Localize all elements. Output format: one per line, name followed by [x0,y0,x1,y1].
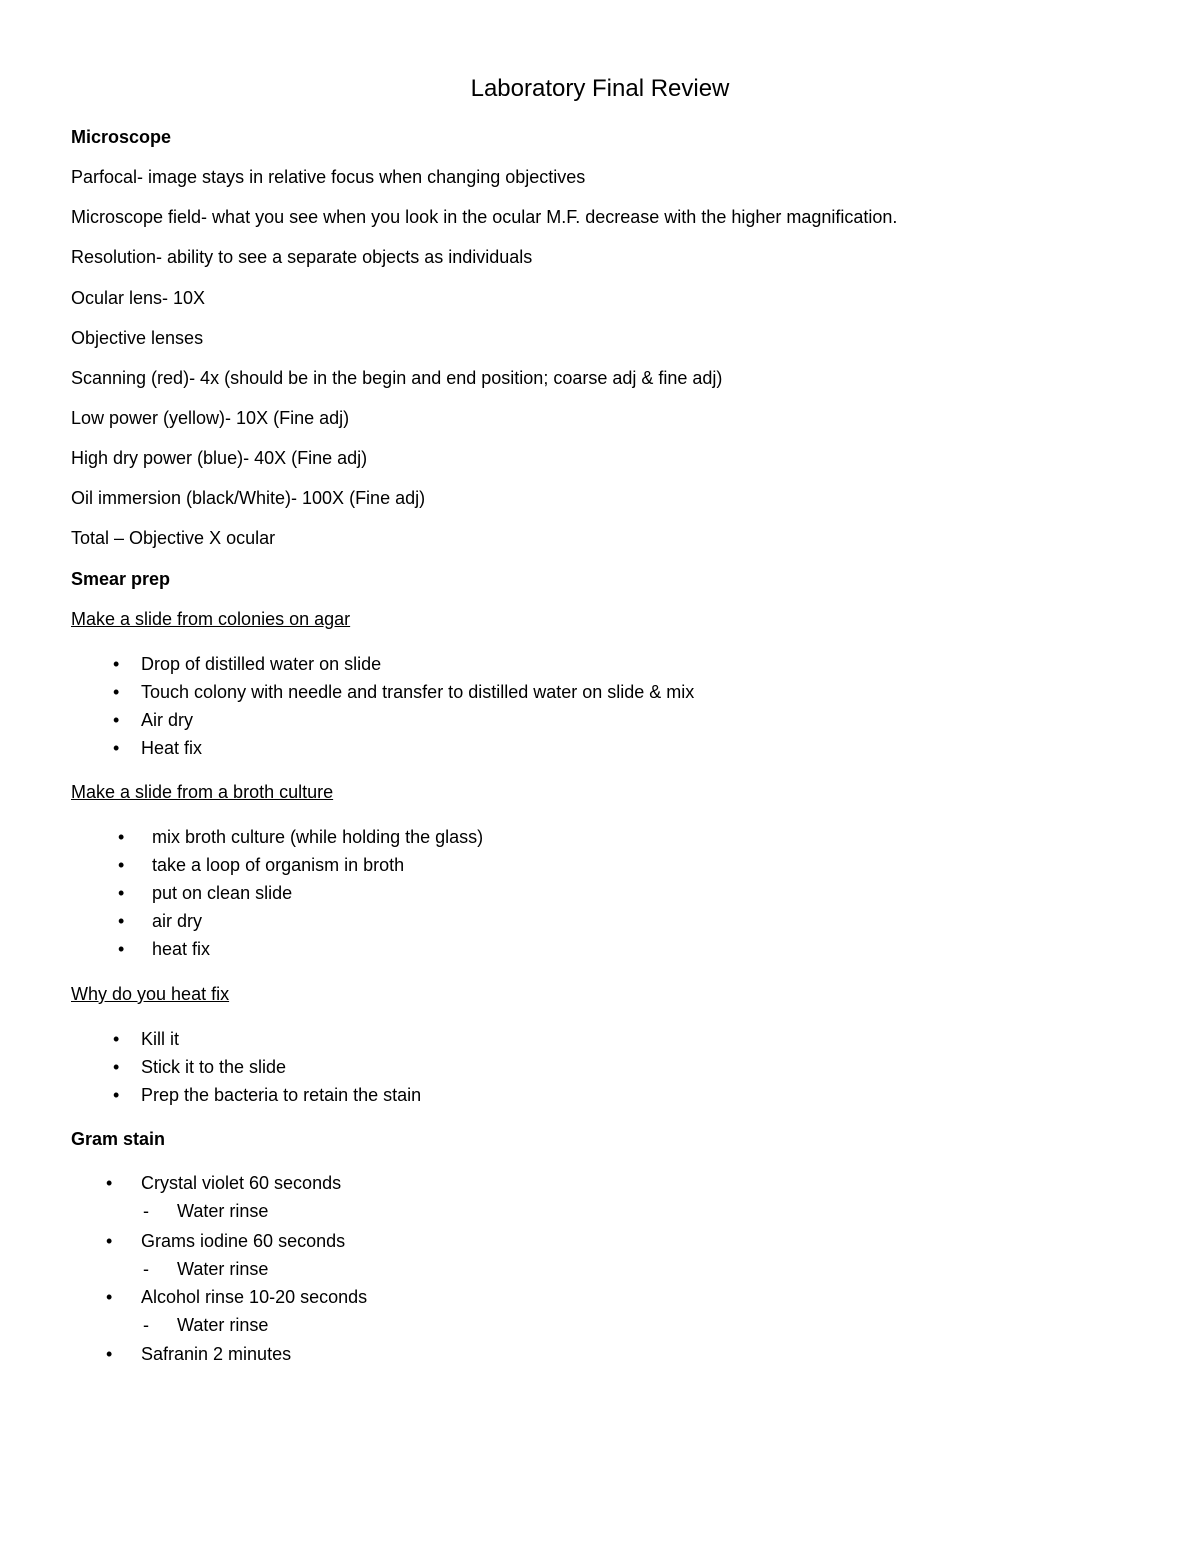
list-item: Heat fix [141,738,203,758]
bullet-icon: • [118,911,125,931]
list-item: Prep the bacteria to retain the stain [141,1085,422,1105]
subheading-agar: Make a slide from colonies on agar [71,609,351,629]
text-line: Parfocal- image stays in relative focus when changing objectives [71,167,586,187]
dash-marker: - [143,1315,149,1335]
bullet-icon: • [113,682,120,702]
bullet-icon: • [106,1287,113,1307]
section-heading-microscope: Microscope [71,127,172,147]
bullet-icon: • [118,855,125,875]
gram-step: Crystal violet 60 seconds [141,1173,342,1193]
list-item: heat fix [152,939,211,959]
bullet-icon: • [106,1231,113,1251]
page-title: Laboratory Final Review [470,75,730,102]
section-heading-smear-prep: Smear prep [71,569,171,589]
bullet-icon: • [113,1085,120,1105]
text-line: Resolution- ability to see a separate objects as individuals [71,247,533,267]
subheading-why-heat-fix: Why do you heat fix [71,984,230,1004]
text-line: High dry power (blue)- 40X (Fine adj) [71,448,368,468]
dash-marker: - [143,1201,149,1221]
gram-substep: Water rinse [177,1315,269,1335]
list-item: Air dry [141,710,194,730]
gram-substep: Water rinse [177,1259,269,1279]
list-item: mix broth culture (while holding the glass) [152,827,484,847]
bullet-icon: • [113,1029,120,1049]
text-line: Ocular lens- 10X [71,288,206,308]
bullet-icon: • [113,710,120,730]
bullet-icon: • [113,654,120,674]
list-item: air dry [152,911,203,931]
text-line: Microscope field- what you see when you look in the ocular M.F. decrease with the higher magnification. [71,207,898,227]
list-item: Touch colony with needle and transfer to distilled water on slide & mix [141,682,695,702]
text-line: Low power (yellow)- 10X (Fine adj) [71,408,350,428]
text-line: Scanning (red)- 4x (should be in the begin and end position; coarse adj & fine adj) [71,368,723,388]
dash-marker: - [143,1259,149,1279]
list-item: put on clean slide [152,883,293,903]
subheading-broth: Make a slide from a broth culture [71,782,334,802]
bullet-icon: • [106,1173,113,1193]
list-item: take a loop of organism in broth [152,855,405,875]
bullet-icon: • [118,939,125,959]
bullet-icon: • [113,738,120,758]
list-item: Stick it to the slide [141,1057,287,1077]
list-item: Drop of distilled water on slide [141,654,382,674]
gram-step: Safranin 2 minutes [141,1344,292,1364]
text-line: Objective lenses [71,328,204,348]
bullet-icon: • [118,883,125,903]
list-item: Kill it [141,1029,180,1049]
bullet-icon: • [113,1057,120,1077]
gram-step: Alcohol rinse 10-20 seconds [141,1287,368,1307]
section-heading-gram-stain: Gram stain [71,1129,166,1149]
text-line: Oil immersion (black/White)- 100X (Fine adj) [71,488,426,508]
bullet-icon: • [118,827,125,847]
text-line: Total – Objective X ocular [71,528,276,548]
gram-step: Grams iodine 60 seconds [141,1231,346,1251]
gram-substep: Water rinse [177,1201,269,1221]
bullet-icon: • [106,1344,113,1364]
